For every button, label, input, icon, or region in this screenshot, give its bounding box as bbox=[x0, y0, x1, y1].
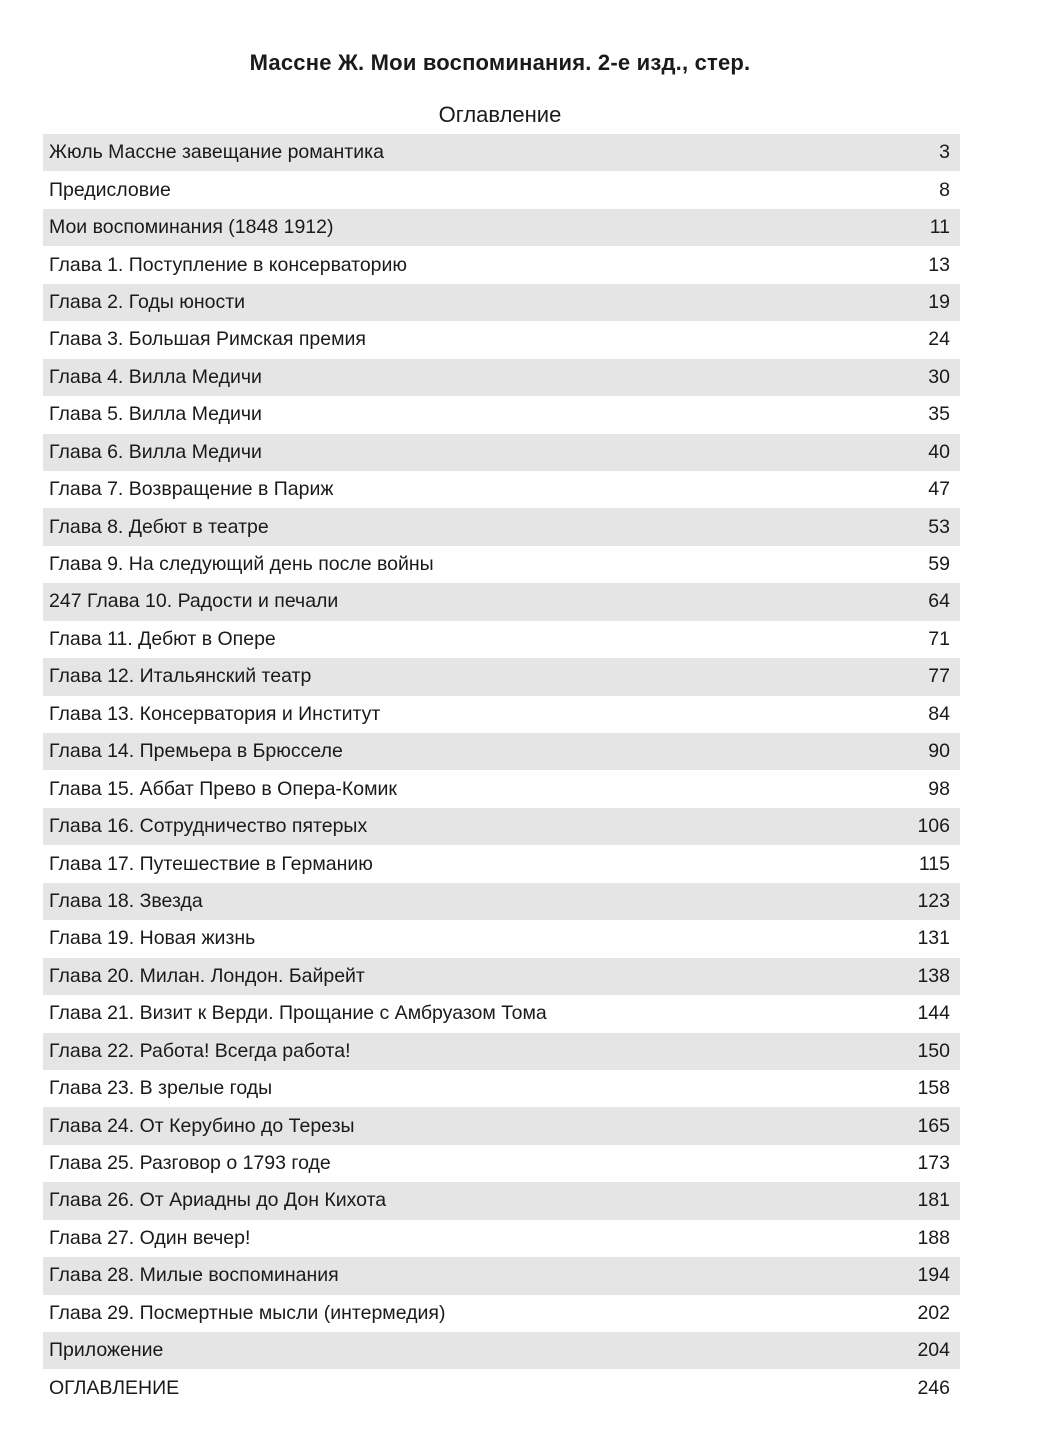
toc-entry-page: 59 bbox=[928, 553, 950, 576]
toc-entry-title: Приложение bbox=[49, 1339, 164, 1362]
toc-entry-title: Глава 7. Возвращение в Париж bbox=[49, 478, 334, 501]
toc-entry-page: 84 bbox=[928, 702, 950, 725]
toc-row bbox=[43, 1182, 960, 1219]
toc-entry-title: Глава 9. На следующий день после войны bbox=[49, 553, 434, 576]
toc-row bbox=[43, 546, 960, 583]
toc-row bbox=[43, 1070, 960, 1107]
toc-entry-page: 64 bbox=[928, 590, 950, 613]
toc-entry-title: Глава 21. Визит к Верди. Прощание с Амбруазом Тома bbox=[49, 1002, 547, 1025]
toc-row bbox=[43, 770, 960, 807]
toc-row bbox=[43, 246, 960, 283]
toc-row bbox=[43, 583, 960, 620]
toc-entry-page: 47 bbox=[928, 478, 950, 501]
toc-row bbox=[43, 1145, 960, 1182]
toc-entry-page: 202 bbox=[917, 1301, 950, 1324]
toc-entry-title: Глава 26. От Ариадны до Дон Кихота bbox=[49, 1189, 387, 1212]
toc-row bbox=[43, 958, 960, 995]
toc-entry-page: 53 bbox=[928, 515, 950, 538]
toc-entry-title: Глава 2. Годы юности bbox=[49, 290, 246, 313]
toc-row bbox=[43, 658, 960, 695]
toc-table bbox=[43, 134, 960, 1407]
toc-entry-title: Жюль Массне завещание романтика bbox=[49, 141, 384, 164]
toc-entry-page: 71 bbox=[928, 627, 950, 650]
toc-entry-page: 13 bbox=[928, 253, 950, 276]
toc-entry-title: Глава 18. Звезда bbox=[49, 889, 203, 912]
toc-entry-title: Глава 8. Дебют в театре bbox=[49, 515, 269, 538]
toc-entry-title: Глава 13. Консерватория и Институт bbox=[49, 702, 381, 725]
toc-entry-title: Глава 27. Один вечер! bbox=[49, 1226, 251, 1249]
toc-entry-title: Глава 19. Новая жизнь bbox=[49, 927, 256, 950]
toc-entry-title: Глава 16. Сотрудничество пятерых bbox=[49, 815, 368, 838]
toc-row bbox=[43, 1033, 960, 1070]
toc-entry-page: 158 bbox=[917, 1077, 950, 1100]
toc-row bbox=[43, 733, 960, 770]
toc-entry-page: 181 bbox=[917, 1189, 950, 1212]
toc-entry-page: 106 bbox=[917, 815, 950, 838]
toc-entry-page: 150 bbox=[917, 1039, 950, 1062]
toc-entry-title: Глава 11. Дебют в Опере bbox=[49, 627, 276, 650]
toc-row bbox=[43, 1220, 960, 1257]
toc-heading: Оглавление bbox=[438, 102, 562, 127]
toc-row bbox=[43, 883, 960, 920]
toc-entry-title: Глава 5. Вилла Медичи bbox=[49, 403, 262, 426]
toc-row bbox=[43, 508, 960, 545]
toc-row bbox=[43, 845, 960, 882]
toc-entry-title: 247 Глава 10. Радости и печали bbox=[49, 590, 339, 613]
toc-row bbox=[43, 434, 960, 471]
toc-row bbox=[43, 1257, 960, 1294]
toc-entry-page: 77 bbox=[928, 665, 950, 688]
toc-entry-title: Глава 6. Вилла Медичи bbox=[49, 440, 262, 463]
toc-entry-page: 144 bbox=[917, 1002, 950, 1025]
toc-entry-title: ОГЛАВЛЕНИЕ bbox=[49, 1376, 180, 1399]
toc-entry-page: 246 bbox=[917, 1376, 950, 1399]
toc-entry-title: Глава 1. Поступление в консерваторию bbox=[49, 253, 408, 276]
toc-row bbox=[43, 359, 960, 396]
toc-entry-title: Глава 29. Посмертные мысли (интермедия) bbox=[49, 1301, 446, 1324]
toc-entry-title: Глава 17. Путешествие в Германию bbox=[49, 852, 373, 875]
toc-entry-page: 90 bbox=[928, 740, 950, 763]
toc-row bbox=[43, 1369, 960, 1406]
toc-row bbox=[43, 396, 960, 433]
toc-entry-page: 188 bbox=[917, 1226, 950, 1249]
document-title: Массне Ж. Мои воспоминания. 2-е изд., стер. bbox=[249, 50, 751, 75]
toc-entry-title: Глава 3. Большая Римская премия bbox=[49, 328, 366, 351]
toc-row bbox=[43, 134, 960, 171]
toc-entry-title: Глава 4. Вилла Медичи bbox=[49, 365, 262, 388]
toc-entry-title: Предисловие bbox=[49, 178, 171, 201]
toc-entry-page: 19 bbox=[928, 290, 950, 313]
toc-row bbox=[43, 696, 960, 733]
toc-entry-title: Глава 25. Разговор о 1793 годе bbox=[49, 1152, 331, 1175]
toc-entry-page: 131 bbox=[917, 927, 950, 950]
toc-entry-page: 8 bbox=[939, 178, 950, 201]
toc-entry-page: 204 bbox=[917, 1339, 950, 1362]
toc-entry-title: Глава 14. Премьера в Брюсселе bbox=[49, 740, 343, 763]
toc-row bbox=[43, 321, 960, 358]
toc-entry-title: Глава 22. Работа! Всегда работа! bbox=[49, 1039, 351, 1062]
toc-entry-title: Глава 20. Милан. Лондон. Байрейт bbox=[49, 964, 365, 987]
toc-row bbox=[43, 284, 960, 321]
toc-entry-title: Глава 23. В зрелые годы bbox=[49, 1077, 273, 1100]
toc-entry-title: Глава 24. От Керубино до Терезы bbox=[49, 1114, 355, 1137]
toc-entry-title: Глава 28. Милые воспоминания bbox=[49, 1264, 339, 1287]
toc-row bbox=[43, 1107, 960, 1144]
toc-entry-page: 3 bbox=[939, 141, 950, 164]
toc-entry-page: 35 bbox=[928, 403, 950, 426]
toc-row bbox=[43, 1332, 960, 1369]
toc-row bbox=[43, 171, 960, 208]
toc-entry-page: 24 bbox=[928, 328, 950, 351]
toc-entry-title: Мои воспоминания (1848 1912) bbox=[49, 216, 334, 239]
toc-row bbox=[43, 920, 960, 957]
toc-row bbox=[43, 995, 960, 1032]
toc-row bbox=[43, 209, 960, 246]
toc-entry-page: 11 bbox=[929, 216, 950, 239]
toc-entry-page: 98 bbox=[928, 777, 950, 800]
toc-row bbox=[43, 621, 960, 658]
toc-row bbox=[43, 808, 960, 845]
toc-entry-page: 123 bbox=[917, 889, 950, 912]
toc-entry-title: Глава 15. Аббат Прево в Опера-Комик bbox=[49, 777, 397, 800]
toc-row bbox=[43, 471, 960, 508]
toc-entry-page: 115 bbox=[918, 852, 950, 875]
toc-entry-page: 165 bbox=[917, 1114, 950, 1137]
toc-entry-page: 194 bbox=[917, 1264, 950, 1287]
toc-entry-page: 40 bbox=[928, 440, 950, 463]
toc-entry-page: 30 bbox=[928, 365, 950, 388]
toc-entry-page: 173 bbox=[917, 1152, 950, 1175]
toc-entry-title: Глава 12. Итальянский театр bbox=[49, 665, 312, 688]
toc-entry-page: 138 bbox=[917, 964, 950, 987]
toc-row bbox=[43, 1295, 960, 1332]
